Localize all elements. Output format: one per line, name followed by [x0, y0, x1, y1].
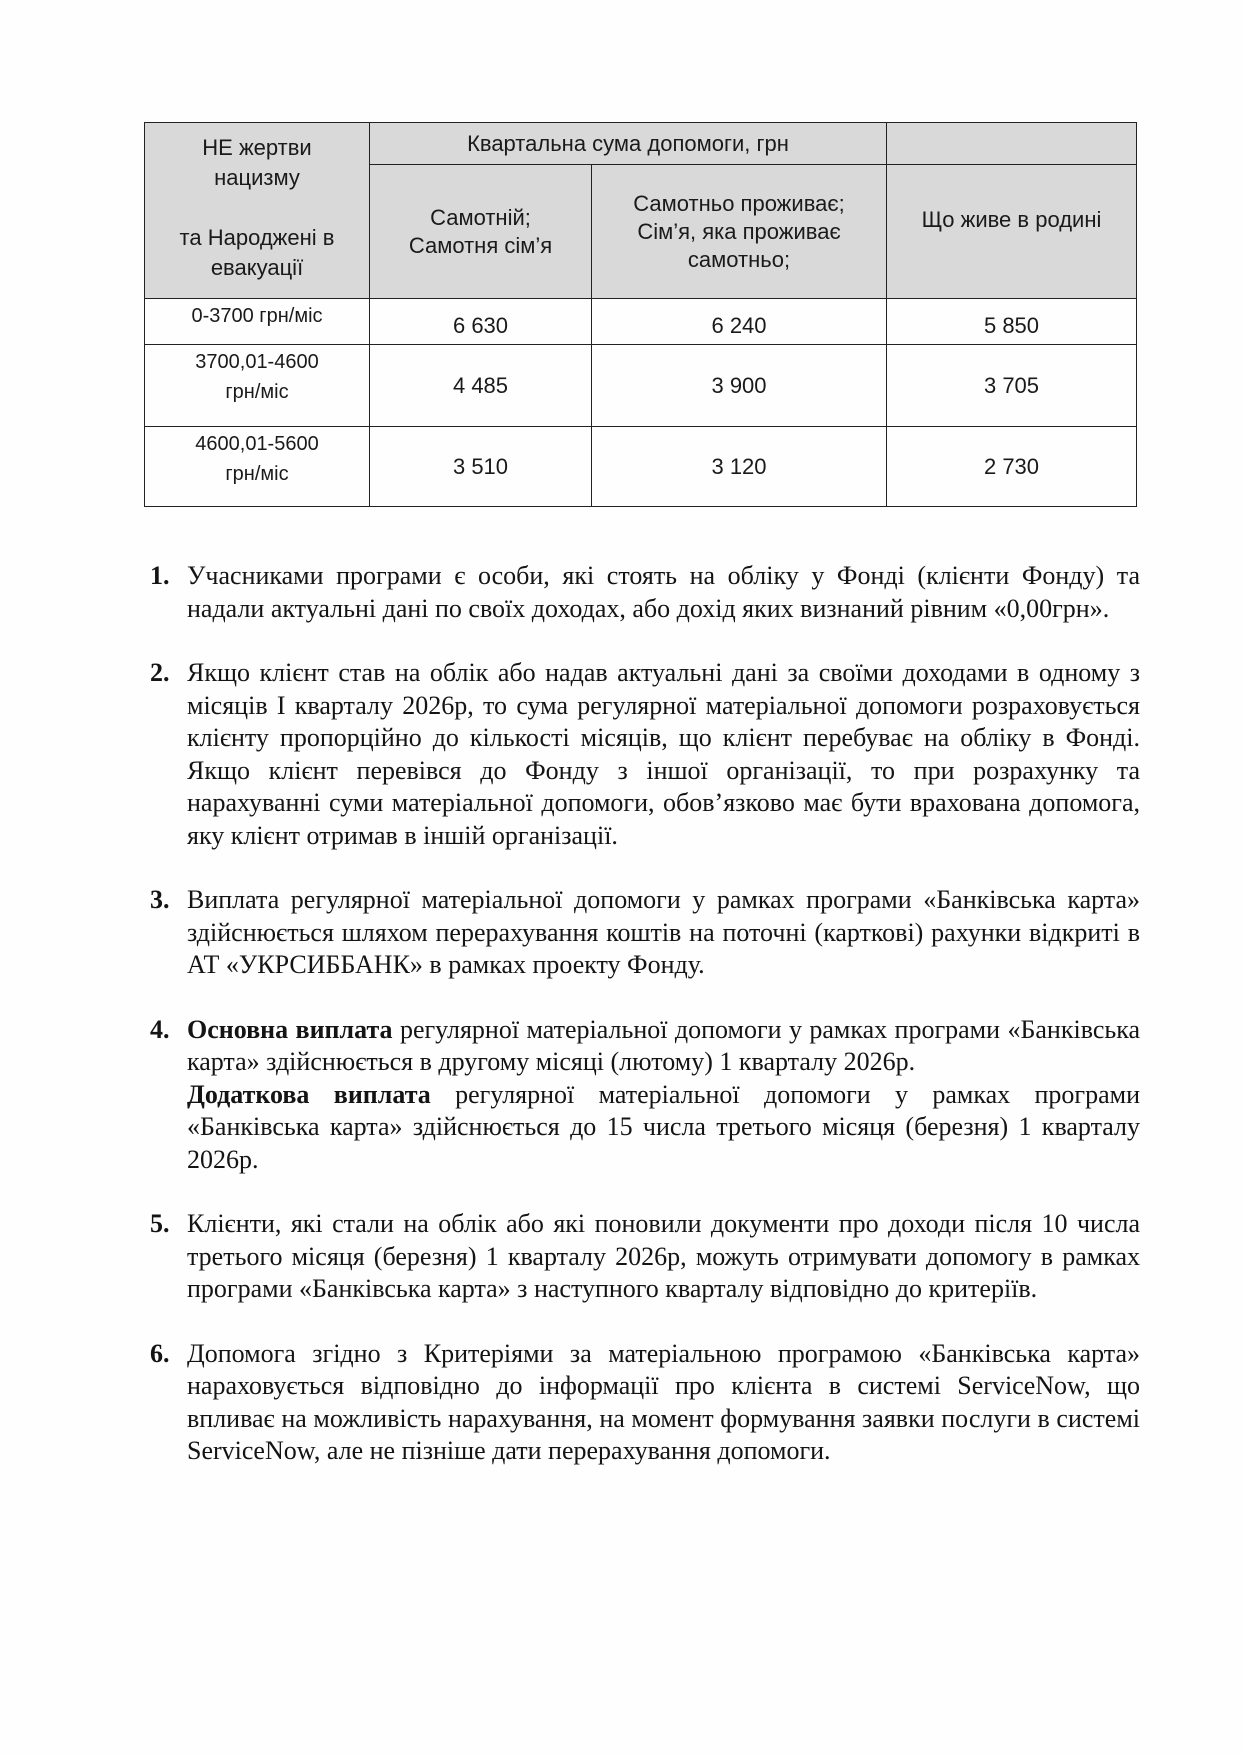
conditions-list [150, 560, 1140, 1500]
item-number: 6. [150, 1338, 170, 1368]
col-header-line: Самотня сім’я [408, 232, 553, 258]
table-row [145, 427, 1137, 507]
item-number: 4. [150, 1014, 170, 1044]
list-item [150, 884, 1140, 982]
range-line: 3700,01-4600 [195, 351, 319, 373]
amount-single: 4 485 [370, 345, 592, 427]
col-header-line: Самотньо проживає; [633, 190, 845, 216]
item-text: Клієнти, які стали на облік або які поновили документи про доходи після 10 числа третього місяця (березня) 1 кварталу 2026р, можуть отримувати допомогу в рамках програми «Банківська карта» з наступного кварталу відповідно до критеріїв. [187, 1209, 1140, 1303]
category-header-line: евакуації [210, 255, 304, 280]
amount-family: 5 850 [887, 299, 1137, 345]
item-text: Виплата регулярної матеріальної допомоги у рамках програми «Банківська карта» здійснюється шляхом перерахування коштів на поточні (карткові) рахунки відкриті в АТ «УКРСИББАНК» в рамках проекту Фонду. [187, 885, 1140, 979]
amount-alone: 3 900 [592, 345, 887, 427]
spacer [145, 193, 369, 223]
item-number: 3. [150, 885, 170, 914]
empty-header-cell [887, 123, 1137, 165]
additional-payment-label: Додаткова виплата [187, 1079, 431, 1109]
category-header [145, 123, 370, 299]
amount-single: 6 630 [370, 299, 592, 345]
col-header-line: самотньо; [687, 246, 791, 272]
income-range [145, 345, 370, 427]
item-text: Допомога згідно з Критеріями за матеріальною програмою «Банківська карта» нараховується відповідно до інформації про клієнта в системі ServiceNow, що впливає на можливість нарахування, на момент формування заявки послуги в системі ServiceNow, але не пізніше дати перерахування допомоги. [187, 1338, 1140, 1465]
income-range [145, 427, 370, 507]
income-range [145, 299, 370, 345]
category-header-line: НЕ жертви [202, 135, 312, 160]
range-line: грн/міс [225, 381, 289, 403]
item-number: 1. [150, 561, 170, 590]
list-item [150, 560, 1140, 625]
table-row [145, 345, 1137, 427]
additional-payment-text: регулярної матеріальної допомоги у рамках програми «Банківська карта» здійснюється до 15 числа третього місяця (березня) 1 кварталу 2026р. [187, 1079, 1140, 1174]
item-text-main-payment [187, 1014, 1140, 1079]
category-header-line: нацизму [214, 165, 300, 190]
amount-single: 3 510 [370, 427, 592, 507]
range-line: грн/міс [225, 463, 289, 485]
range-line: 4600,01-5600 [195, 433, 319, 455]
item-number: 5. [150, 1209, 170, 1238]
list-item [150, 1338, 1140, 1468]
col-header-line: Самотній; [430, 204, 531, 230]
table-row [145, 299, 1137, 345]
col-single-header [370, 165, 592, 299]
main-payment-label: Основна виплата [187, 1014, 393, 1044]
list-item [150, 657, 1140, 852]
quarterly-amount-header: Квартальна сума допомоги, грн [370, 123, 887, 165]
col-family-header: Що живе в родині [887, 165, 1137, 299]
col-header-line: Сім’я, яка проживає [637, 218, 841, 244]
range-line: 0-3700 грн/міс [191, 305, 323, 327]
amount-alone: 3 120 [592, 427, 887, 507]
item-text-additional-payment [187, 1079, 1140, 1177]
item-text: Учасниками програми є особи, які стоять на обліку у Фонді (клієнти Фонду) та надали актуальні дані по своїх доходах, або дохід яких визнаний рівним «0,00грн». [187, 561, 1140, 623]
amount-family: 3 705 [887, 345, 1137, 427]
amount-alone: 6 240 [592, 299, 887, 345]
amount-family: 2 730 [887, 427, 1137, 507]
col-alone-header [592, 165, 887, 299]
item-text: Якщо клієнт став на облік або надав актуальні дані за своїми доходами в одному з місяців І кварталу 2026р, то сума регулярної матеріальної допомоги розраховується клієнту пропорційно до кількості місяців, що клієнт перебуває на обліку в Фонді. Якщо клієнт перевівся до Фонду з іншої організації, то при розрахунку та нарахуванні суми матеріальної допомоги, обов’язково має бути врахована допомога, яку клієнт отримав в іншій організації. [187, 658, 1140, 850]
item-number: 2. [150, 658, 170, 687]
assistance-amount-table [144, 122, 1137, 507]
list-item [150, 1014, 1140, 1177]
category-header-line: та Народжені в [179, 225, 335, 250]
main-payment-text: регулярної матеріальної допомоги у рамках програми «Банківська карта» здійснюється в другому місяці (лютому) 1 кварталу 2026р. [187, 1014, 1140, 1076]
list-item [150, 1208, 1140, 1306]
